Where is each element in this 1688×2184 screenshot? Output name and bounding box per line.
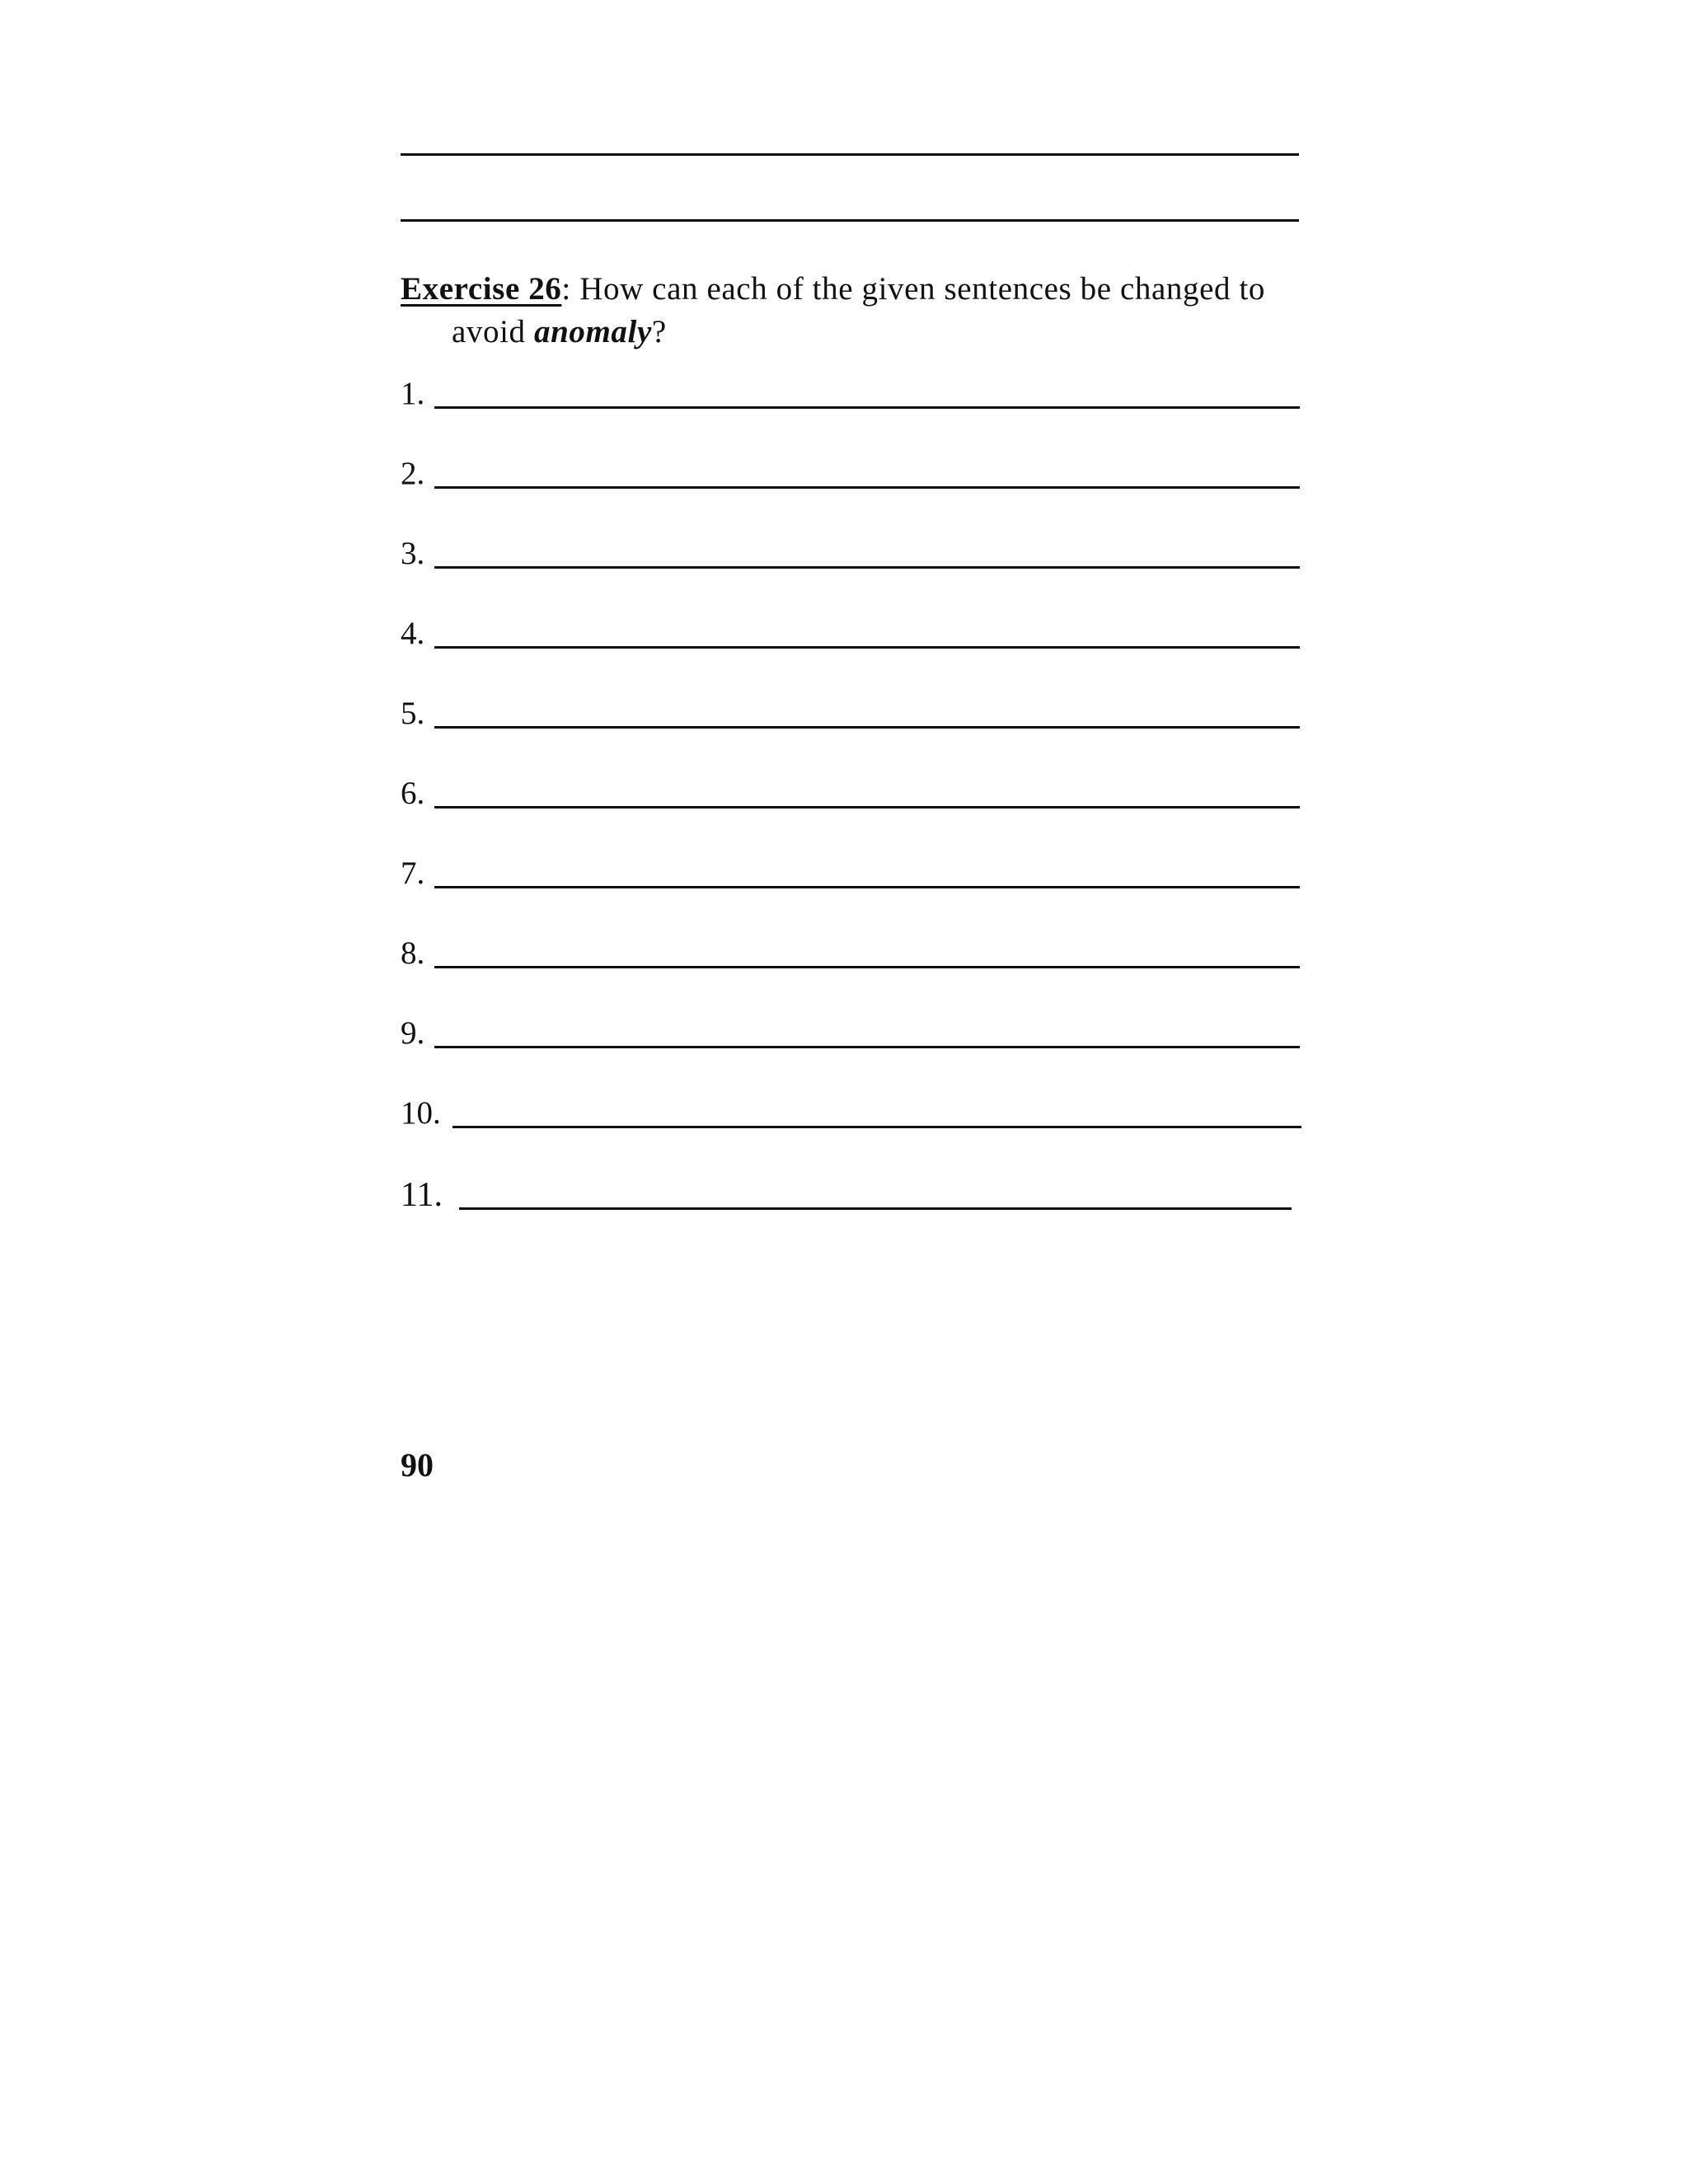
- answer-number: 10.: [401, 1095, 441, 1131]
- answer-item-1: [401, 369, 1300, 412]
- answer-item-7: [401, 849, 1300, 892]
- answer-item-5: [401, 689, 1300, 732]
- exercise-prompt-start: : How can each of the given sentences be changed to: [561, 271, 1266, 307]
- answer-item-10: [401, 1089, 1301, 1132]
- answer-item-3: [401, 529, 1300, 572]
- answer-line[interactable]: [434, 966, 1300, 968]
- exercise-title: Exercise 26: [401, 271, 562, 307]
- answer-line[interactable]: [434, 406, 1300, 409]
- answer-number: 4.: [401, 616, 425, 651]
- answer-number: 9.: [401, 1015, 425, 1051]
- answer-number: 5.: [401, 696, 425, 731]
- answer-number: 6.: [401, 776, 425, 811]
- exercise-instructions: [401, 268, 1315, 354]
- page-number: 90: [401, 1446, 434, 1483]
- exercise-line-1: [401, 268, 1315, 311]
- blank-answer-line-top-1: [401, 153, 1299, 156]
- answer-number: 2.: [401, 456, 425, 491]
- answer-line[interactable]: [434, 726, 1300, 729]
- answer-item-4: [401, 609, 1300, 652]
- answer-number: 7.: [401, 855, 425, 891]
- exercise-prompt-line2: avoid: [452, 314, 534, 349]
- answer-line[interactable]: [434, 886, 1300, 888]
- answer-line[interactable]: [434, 486, 1300, 489]
- answer-line[interactable]: [434, 806, 1300, 808]
- answer-number: 8.: [401, 935, 425, 971]
- answer-line[interactable]: [434, 646, 1300, 649]
- exercise-term: anomaly: [534, 314, 652, 349]
- answer-item-8: [401, 929, 1300, 972]
- answer-number: 11.: [401, 1176, 443, 1214]
- answer-number: 1.: [401, 376, 425, 411]
- answer-line[interactable]: [434, 1046, 1300, 1048]
- exercise-prompt-end: ?: [651, 314, 667, 349]
- answer-item-2: [401, 449, 1300, 492]
- answer-item-6: [401, 769, 1300, 812]
- answer-line[interactable]: [452, 1126, 1301, 1128]
- blank-answer-line-top-2: [401, 219, 1299, 222]
- answer-number: 3.: [401, 536, 425, 571]
- answer-line[interactable]: [459, 1207, 1292, 1210]
- answer-item-11: [401, 1170, 1292, 1213]
- exercise-line-2: [401, 311, 1315, 354]
- answer-line[interactable]: [434, 566, 1300, 569]
- answer-item-9: [401, 1009, 1300, 1052]
